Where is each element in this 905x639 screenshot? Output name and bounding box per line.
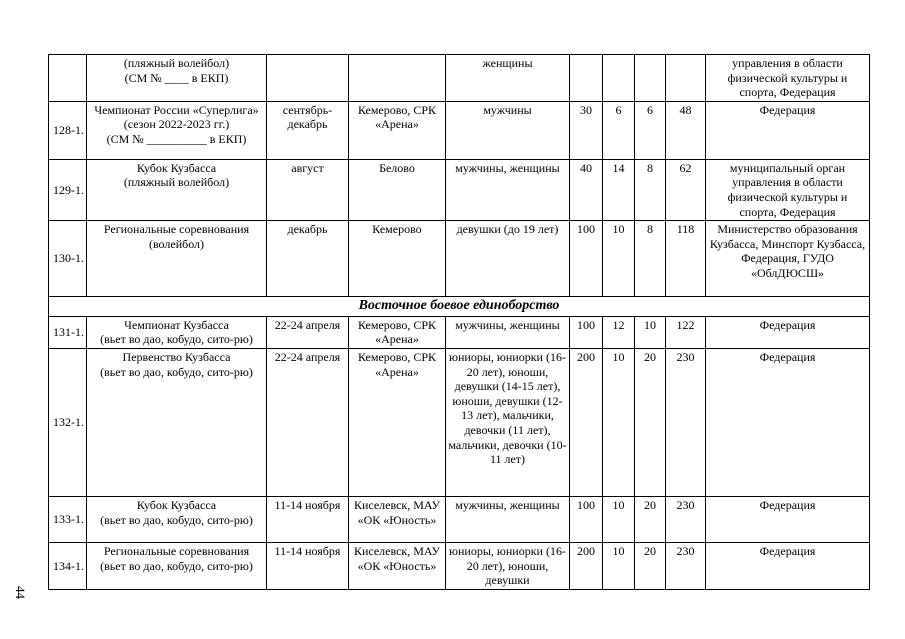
- count-3: 8: [635, 221, 666, 297]
- event-dates: 11-14 ноября: [267, 496, 349, 542]
- event-dates: 22-24 апреля: [267, 348, 349, 496]
- event-name: Чемпионат Кузбасса (вьет во дао, кобудо, сито-рю): [87, 316, 267, 348]
- organizer: Федерация: [706, 348, 870, 496]
- count-3: 10: [635, 316, 666, 348]
- participant-group: мужчины, женщины: [446, 159, 570, 220]
- count-2: 10: [603, 348, 635, 496]
- event-name: Региональные соревнования (вьет во дао, кобудо, сито-рю): [87, 542, 267, 589]
- organizer: управления в области физической культуры и спорта, Федерация: [706, 55, 870, 102]
- event-dates: декабрь: [267, 221, 349, 297]
- event-place: Киселевск, МАУ «ОК «Юность»: [349, 496, 446, 542]
- count-1: [570, 55, 603, 102]
- organizer: Федерация: [706, 101, 870, 159]
- participant-group: юниоры, юниорки (16-20 лет), юноши, девушки (14-15 лет), юноши, девушки (12-13 лет), мальчики, девочки (11 лет), мальчики, девочки (10-11 лет): [446, 348, 570, 496]
- count-total: 230: [666, 542, 706, 589]
- table-row: [49, 221, 870, 297]
- count-2: [603, 55, 635, 102]
- page-number: 44: [13, 586, 28, 599]
- event-dates: 11-14 ноября: [267, 542, 349, 589]
- events-table: [48, 54, 870, 590]
- section-title: Восточное боевое единоборство: [49, 297, 870, 317]
- row-number: 132-1.: [49, 348, 87, 496]
- count-1: 100: [570, 221, 603, 297]
- event-name: Первенство Кузбасса (вьет во дао, кобудо, сито-рю): [87, 348, 267, 496]
- row-number: [49, 55, 87, 102]
- row-number: 128-1.: [49, 101, 87, 159]
- table-row: [49, 101, 870, 159]
- organizer: Федерация: [706, 542, 870, 589]
- event-name: Региональные соревнования (волейбол): [87, 221, 267, 297]
- count-1: 100: [570, 316, 603, 348]
- event-dates: август: [267, 159, 349, 220]
- table-row: [49, 542, 870, 589]
- event-place: Кемерово: [349, 221, 446, 297]
- count-total: 118: [666, 221, 706, 297]
- count-total: 62: [666, 159, 706, 220]
- count-1: 200: [570, 542, 603, 589]
- organizer: Министерство образования Кузбасса, Минспорт Кузбасса, Федерация, ГУДО «ОблДЮСШ»: [706, 221, 870, 297]
- count-total: 230: [666, 348, 706, 496]
- event-place: Кемерово, СРК «Арена»: [349, 101, 446, 159]
- count-2: 10: [603, 542, 635, 589]
- count-3: [635, 55, 666, 102]
- count-total: [666, 55, 706, 102]
- row-number: 133-1.: [49, 496, 87, 542]
- event-name: Кубок Кузбасса (пляжный волейбол): [87, 159, 267, 220]
- count-1: 200: [570, 348, 603, 496]
- organizer: Федерация: [706, 316, 870, 348]
- count-1: 40: [570, 159, 603, 220]
- table-row: [49, 496, 870, 542]
- event-dates: 22-24 апреля: [267, 316, 349, 348]
- count-2: 10: [603, 221, 635, 297]
- count-2: 10: [603, 496, 635, 542]
- table-row: [49, 159, 870, 220]
- count-total: 230: [666, 496, 706, 542]
- count-2: 14: [603, 159, 635, 220]
- count-2: 12: [603, 316, 635, 348]
- count-3: 20: [635, 348, 666, 496]
- event-place: [349, 55, 446, 102]
- row-number: 129-1.: [49, 159, 87, 220]
- event-dates: [267, 55, 349, 102]
- event-name: (пляжный волейбол) (СМ № ____ в ЕКП): [87, 55, 267, 102]
- participant-group: девушки (до 19 лет): [446, 221, 570, 297]
- row-number: 134-1.: [49, 542, 87, 589]
- participant-group: юниоры, юниорки (16-20 лет), юноши, девушки: [446, 542, 570, 589]
- participant-group: женщины: [446, 55, 570, 102]
- count-1: 100: [570, 496, 603, 542]
- count-2: 6: [603, 101, 635, 159]
- table-row: [49, 55, 870, 102]
- event-name: Чемпионат России «Суперлига» (сезон 2022-2023 гг.) (СМ № __________ в ЕКП): [87, 101, 267, 159]
- participant-group: мужчины, женщины: [446, 316, 570, 348]
- organizer: муниципальный орган управления в области физической культуры и спорта, Федерация: [706, 159, 870, 220]
- event-dates: сентябрь-декабрь: [267, 101, 349, 159]
- row-number: 131-1.: [49, 316, 87, 348]
- event-place: Кемерово, СРК «Арена»: [349, 348, 446, 496]
- event-place: Киселевск, МАУ «ОК «Юность»: [349, 542, 446, 589]
- participant-group: мужчины, женщины: [446, 496, 570, 542]
- count-total: 48: [666, 101, 706, 159]
- count-total: 122: [666, 316, 706, 348]
- event-place: Кемерово, СРК «Арена»: [349, 316, 446, 348]
- count-3: 20: [635, 542, 666, 589]
- organizer: Федерация: [706, 496, 870, 542]
- row-number: 130-1.: [49, 221, 87, 297]
- event-name: Кубок Кузбасса (вьет во дао, кобудо, сито-рю): [87, 496, 267, 542]
- event-place: Белово: [349, 159, 446, 220]
- count-1: 30: [570, 101, 603, 159]
- table-row: [49, 348, 870, 496]
- count-3: 8: [635, 159, 666, 220]
- count-3: 20: [635, 496, 666, 542]
- section-row: [49, 297, 870, 317]
- participant-group: мужчины: [446, 101, 570, 159]
- table-row: [49, 316, 870, 348]
- count-3: 6: [635, 101, 666, 159]
